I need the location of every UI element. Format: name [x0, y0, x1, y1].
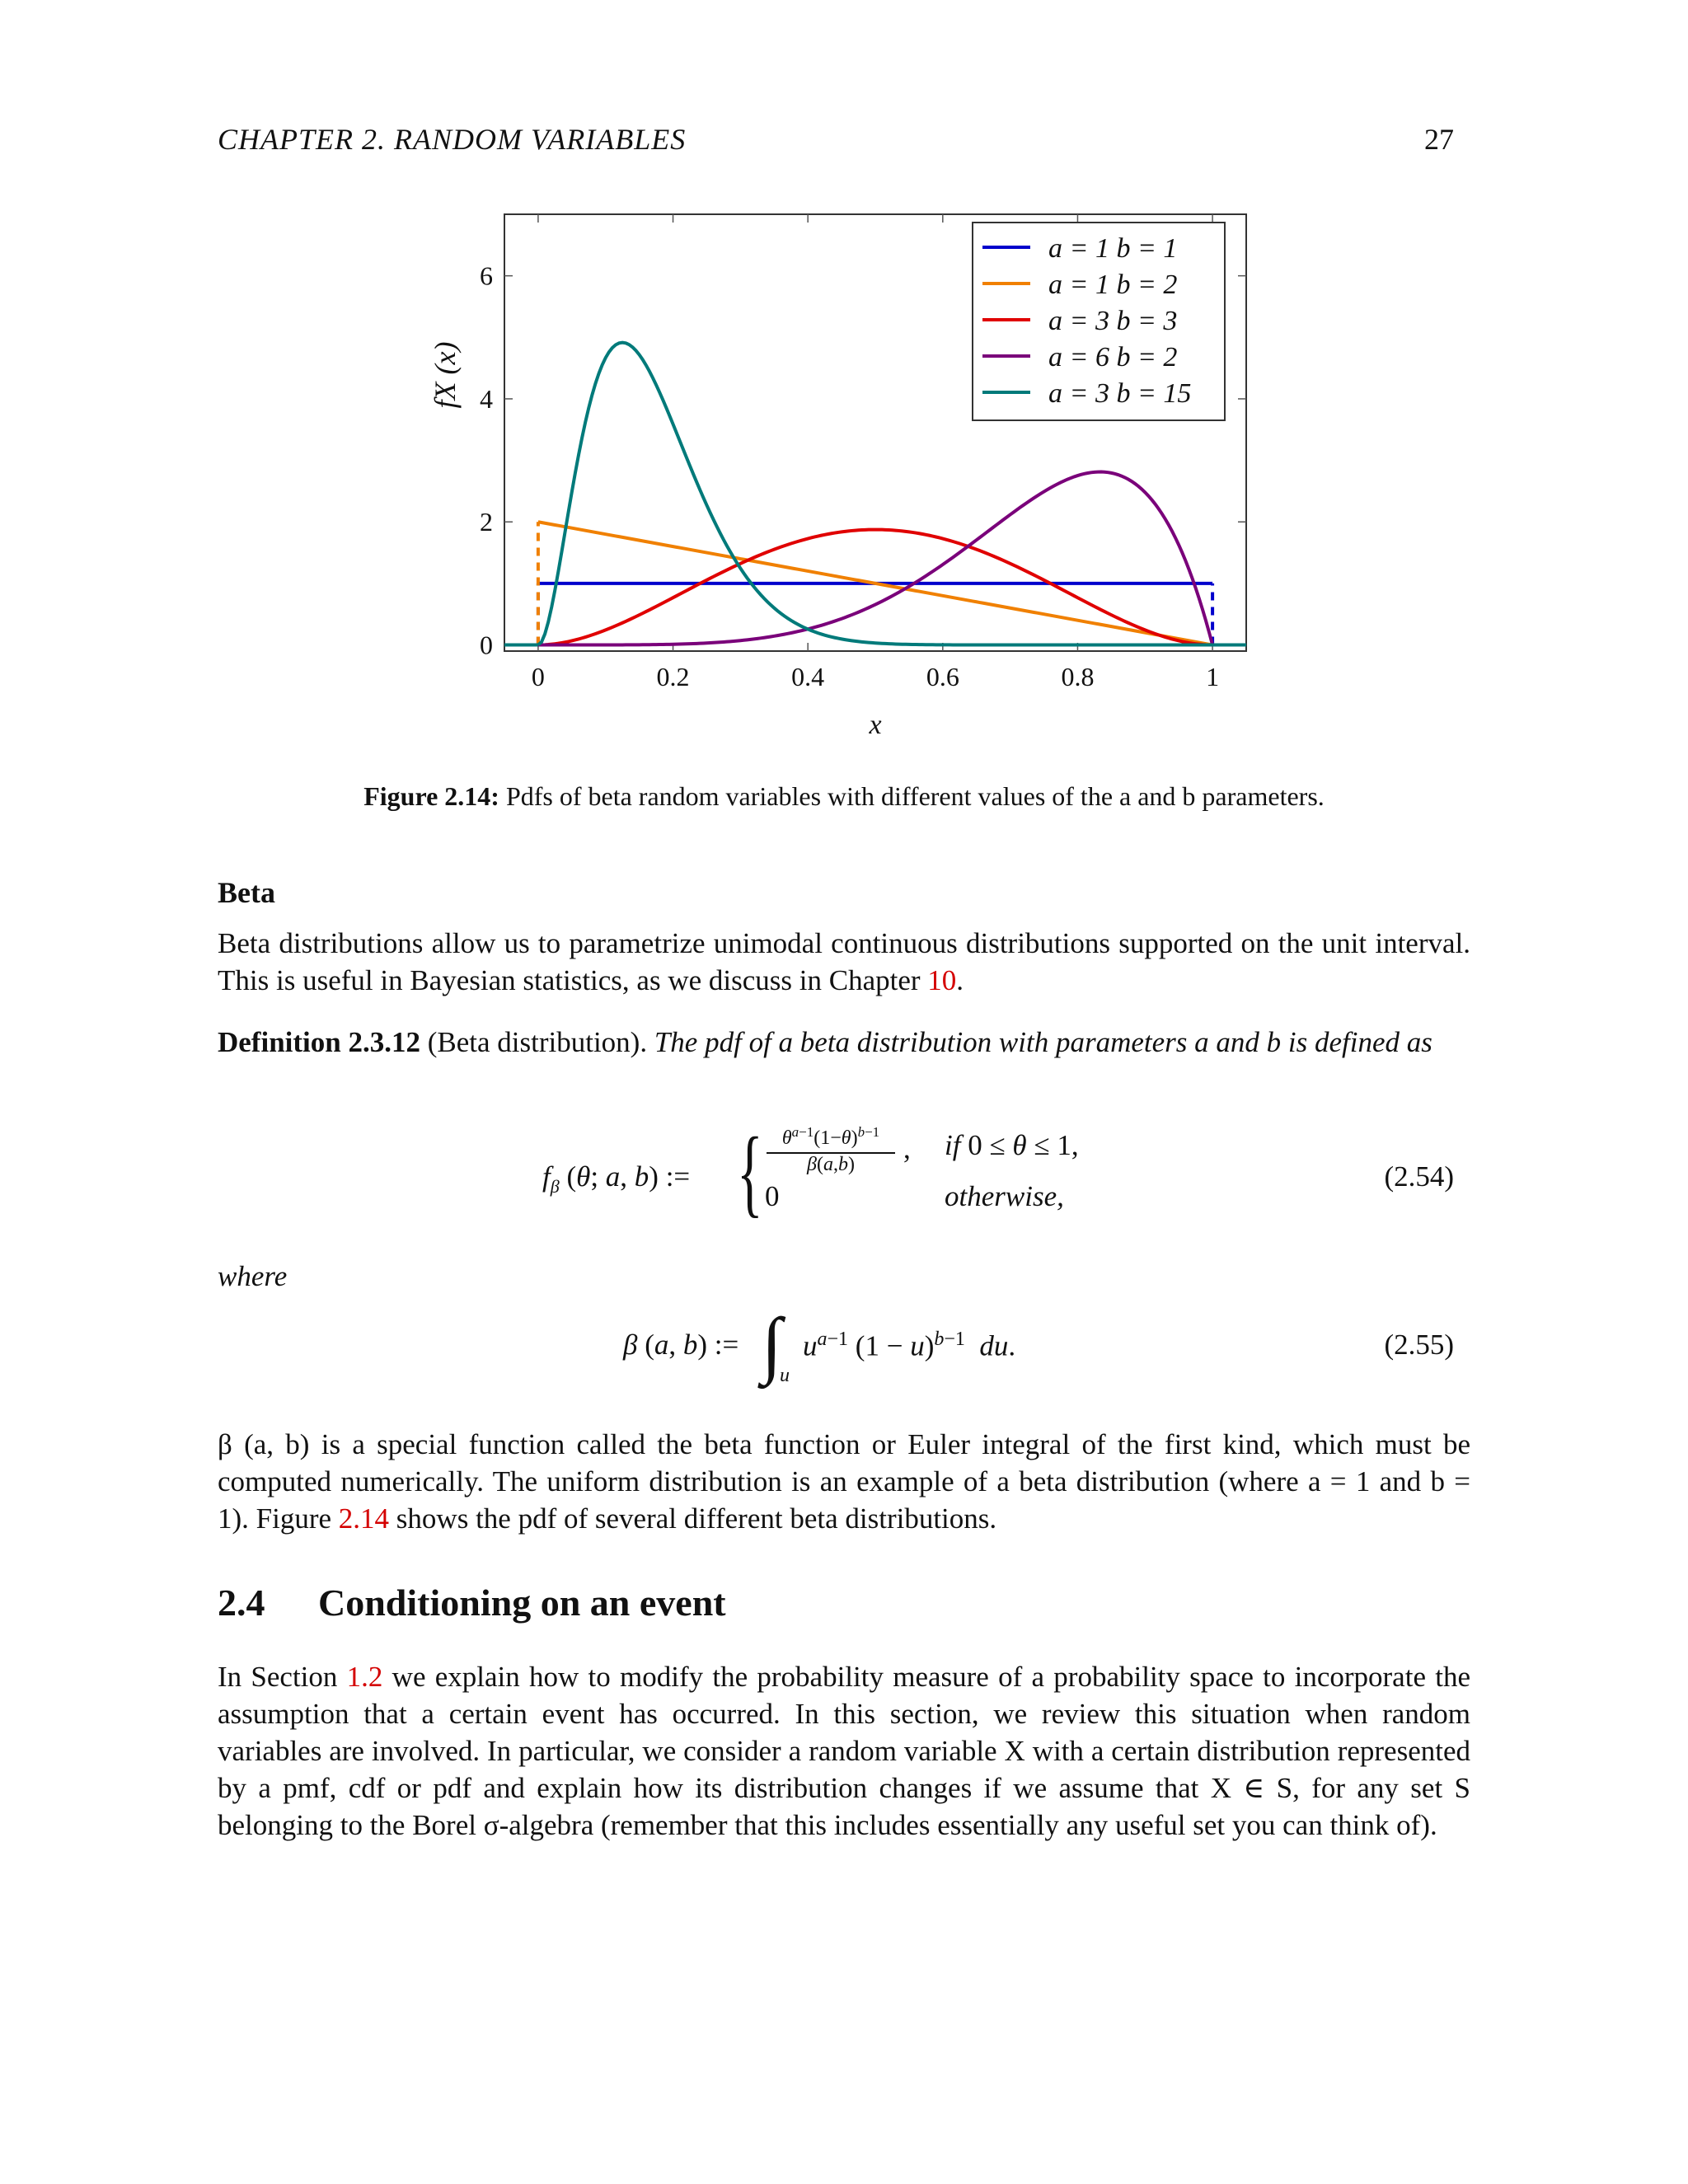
definition-text: The pdf of a beta distribution with parameters a and b is defined as: [654, 1026, 1432, 1058]
conditioning-text-start: In Section: [218, 1661, 347, 1693]
x-axis-label: x: [869, 710, 882, 740]
figure-label: Figure 2.14:: [363, 781, 499, 811]
legend-entry: a = 3 b = 15: [1048, 378, 1192, 409]
x-tick-label: 0.4: [791, 662, 825, 691]
beta-intro-paragraph: [218, 925, 1470, 999]
case1-condition: if 0 ≤ θ ≤ 1,: [945, 1129, 1079, 1161]
equation-number-254: (2.54): [1384, 1160, 1454, 1193]
x-tick-label: 0.2: [656, 662, 690, 691]
x-tick-label: 0.8: [1061, 662, 1095, 691]
running-header: CHAPTER 2. RANDOM VARIABLES: [218, 123, 687, 156]
page-number: 27: [1424, 123, 1454, 156]
x-tick-label: 0.6: [926, 662, 959, 691]
beta-function-paragraph: [218, 1426, 1470, 1537]
y-tick-label: 0: [480, 630, 493, 660]
y-axis-label: fX (x): [429, 341, 462, 409]
figure-caption-text: Pdfs of beta random variables with different values of the a and b parameters.: [505, 781, 1325, 811]
figure-link[interactable]: 2.14: [338, 1502, 390, 1535]
beta-pdf-chart: [396, 206, 1286, 742]
conditioning-text: we explain how to modify the probability measure of a probability space to incorporate the assumption that a certain event has occurred. In this section, we review this situation when random variables are involved. In particular, we consider a random variable X with a certain distribution represented by a pmf, cdf or pdf and explain how its distribution changes if we assume that X ∈ S, for any set S belonging to the Borel σ-algebra (remember that this includes essentially any useful set you can think of).: [218, 1661, 1470, 1841]
beta-function-text: β (a, b) is a special function called the beta function or Euler integral of the first kind, which must be computed numerically. The uniform distribution is an example of a beta distribution (where a = 1 and b = 1). Figure: [218, 1428, 1470, 1535]
equation-beta-pdf: $f_\beta$ (θ; a, b) := { $\theta^{a-1}(1-\theta)^{b-1}$ β(a,b) , if 0 ≤ θ ≤ 1, 0 otherwise,: [542, 1117, 1079, 1226]
subsection-heading: Beta: [218, 876, 275, 909]
series-line-3: [538, 472, 1212, 645]
case2-condition: otherwise,: [945, 1180, 1064, 1212]
conditioning-paragraph: [218, 1658, 1470, 1844]
section-title: Conditioning on an event: [318, 1582, 726, 1624]
section-heading: [218, 1581, 726, 1624]
x-tick-label: 1: [1206, 662, 1220, 691]
x-tick-label: 0: [531, 662, 545, 691]
definition-block: [218, 1024, 1470, 1061]
beta-function-end: shows the pdf of several different beta distributions.: [389, 1502, 997, 1535]
y-tick-label: 4: [480, 383, 493, 414]
figure-caption: [218, 781, 1470, 812]
chapter-link[interactable]: 10: [927, 964, 957, 996]
equation-beta-function: β (a, b) := ∫ u $u^{a-1}$ $(1 - u)^{b-1}$ du.: [623, 1304, 1016, 1386]
y-tick-label: 2: [480, 507, 493, 537]
y-tick-label: 6: [480, 260, 493, 291]
legend-entry: a = 3 b = 3: [1048, 306, 1178, 336]
section-link[interactable]: 1.2: [346, 1661, 383, 1693]
definition-label: Definition 2.3.12: [218, 1026, 420, 1058]
legend-entry: a = 1 b = 2: [1048, 269, 1178, 300]
equation-number-255: (2.55): [1384, 1329, 1454, 1361]
beta-intro-end: .: [956, 964, 964, 996]
legend-entry: a = 6 b = 2: [1048, 342, 1178, 373]
definition-name: (Beta distribution).: [427, 1026, 648, 1058]
where-text: where: [218, 1260, 288, 1292]
beta-intro-text: Beta distributions allow us to parametrize unimodal continuous distributions supported on the unit interval. This is useful in Bayesian statistics, as we discuss in Chapter: [218, 927, 1470, 996]
section-number: 2.4: [218, 1582, 265, 1624]
legend-entry: a = 1 b = 1: [1048, 233, 1178, 264]
